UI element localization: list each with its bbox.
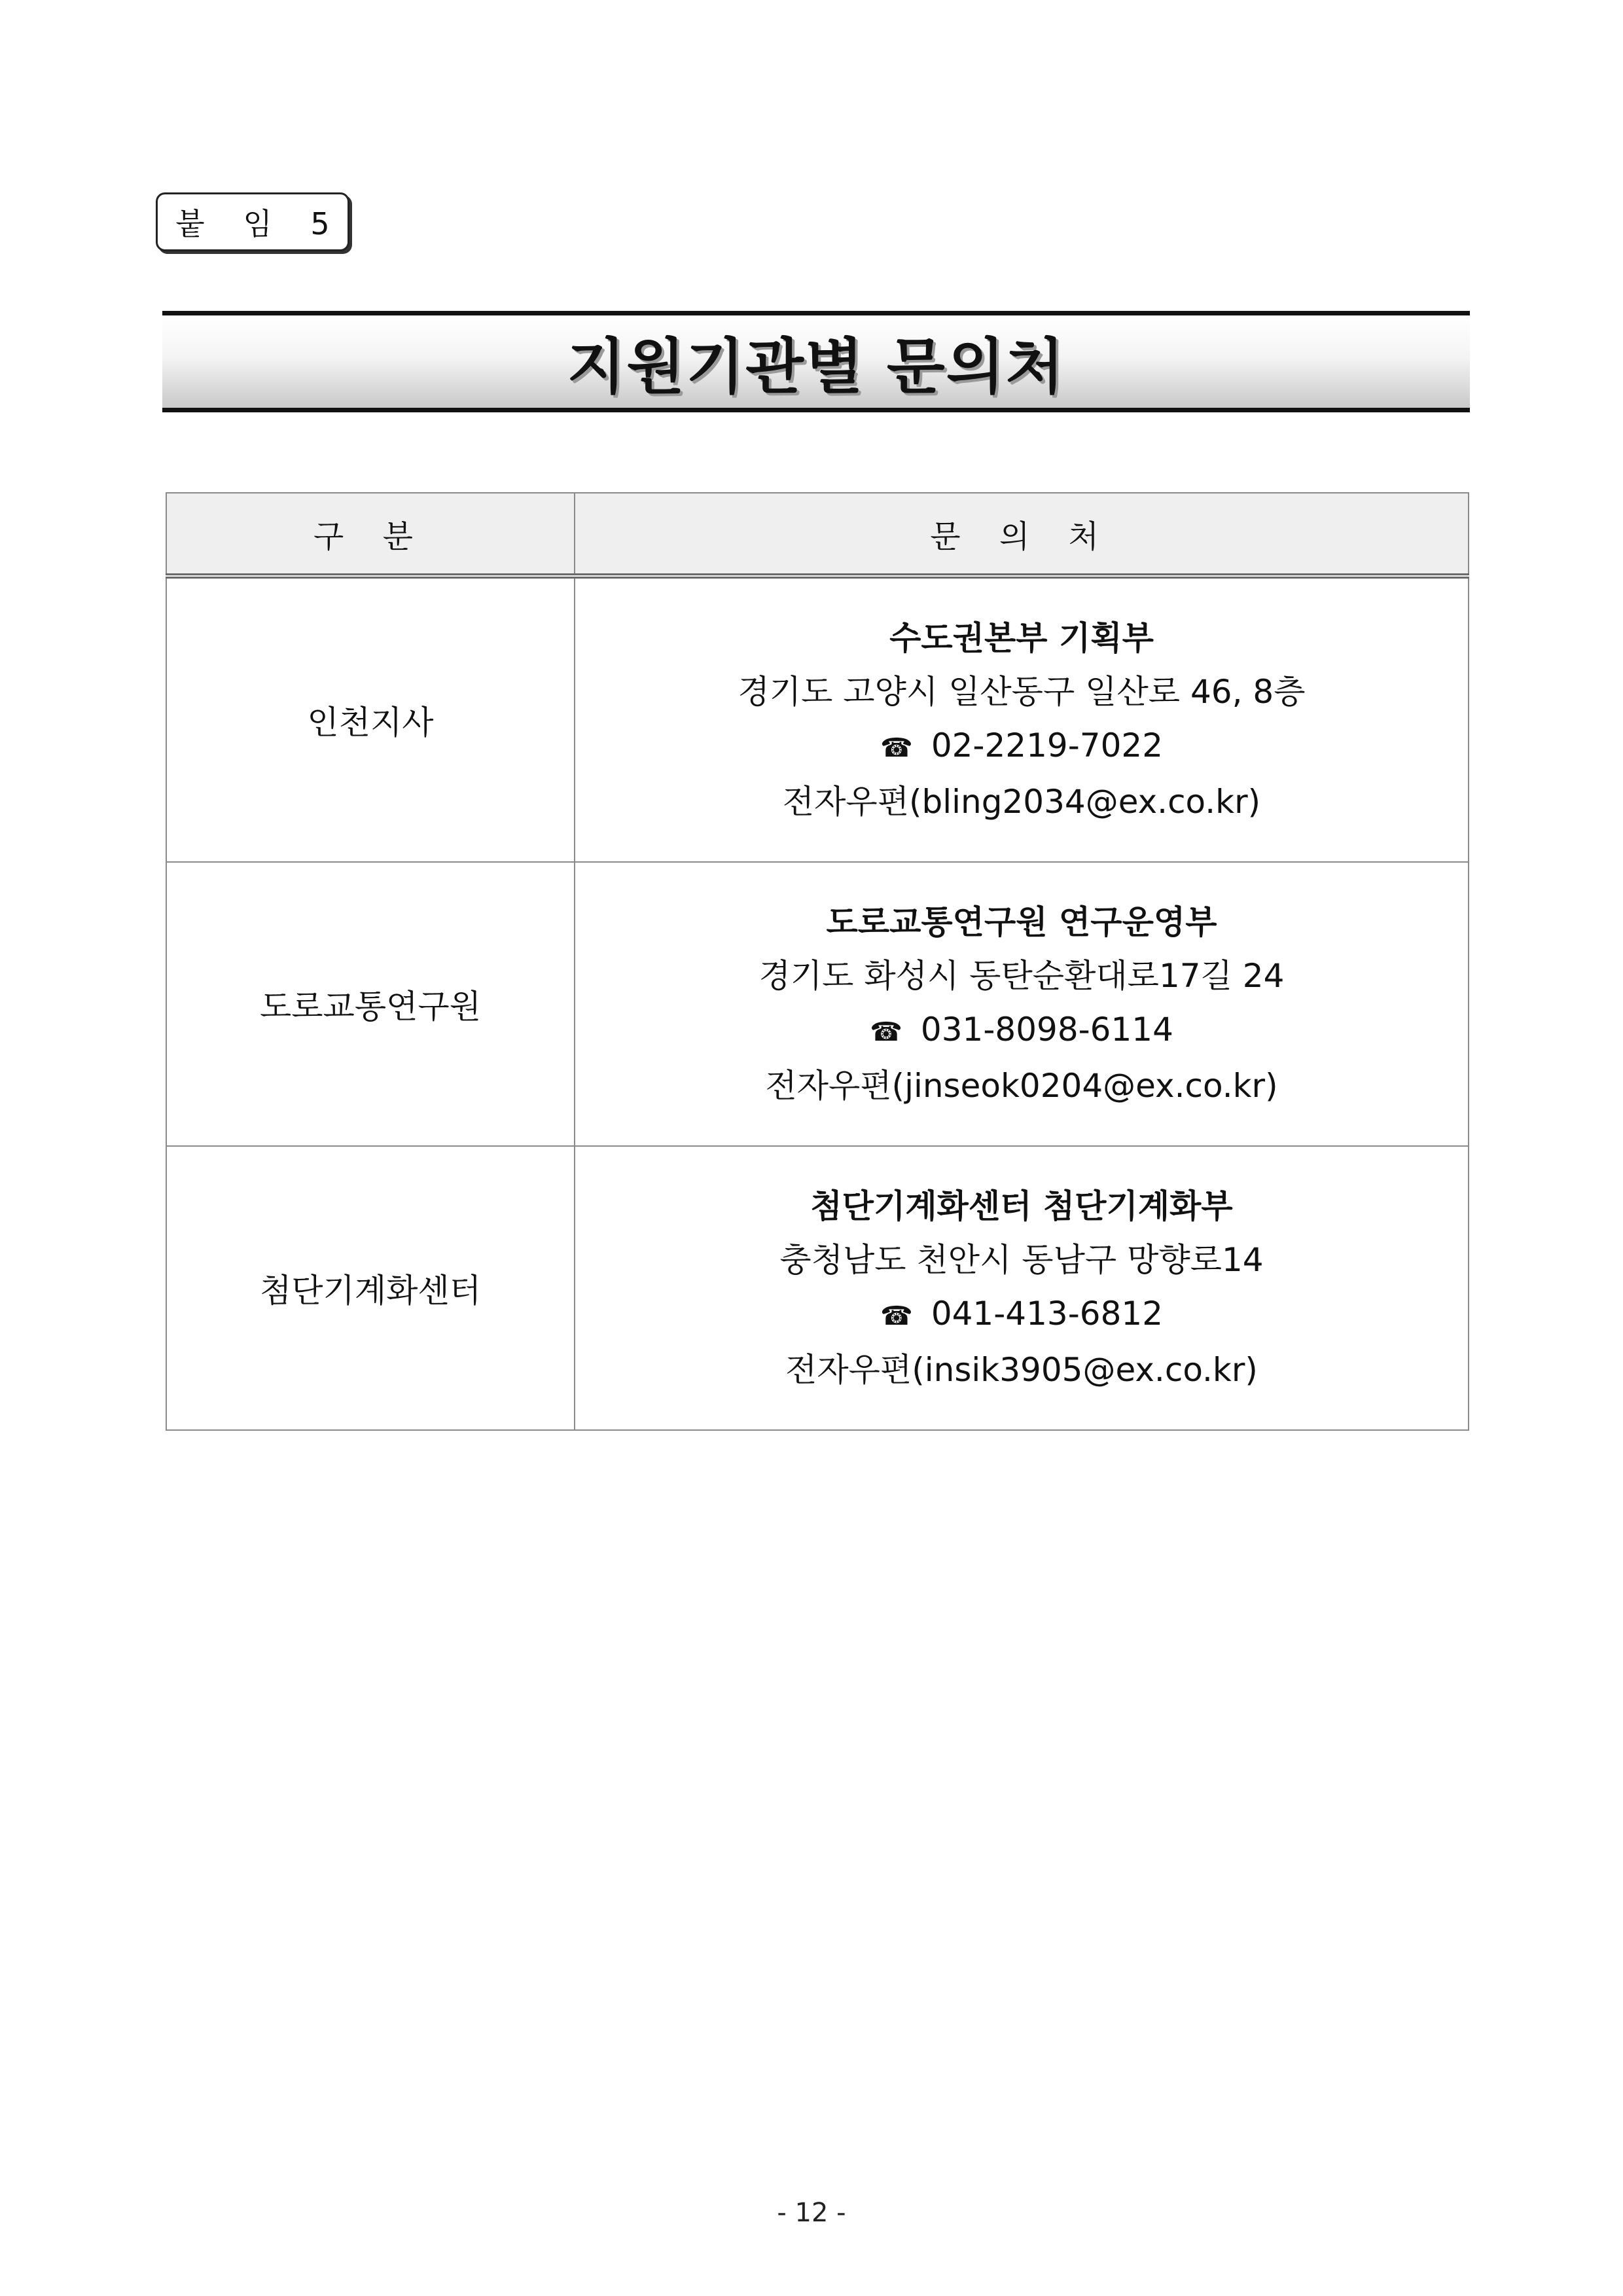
org-name: 첨단기계화센터 — [166, 1146, 575, 1430]
contact-cell — [575, 576, 1469, 862]
phone-number: 02-2219-7022 — [931, 726, 1164, 764]
address: 경기도 화성시 동탄순환대로17길 24 — [758, 957, 1285, 995]
department: 첨단기계화센터 첨단기계화부 — [810, 1187, 1233, 1225]
department: 수도권본부 기획부 — [889, 619, 1154, 657]
page-number: - 12 - — [777, 2198, 846, 2228]
column-header-category: 구 분 — [166, 493, 575, 576]
phone-line — [575, 1287, 1468, 1343]
phone-icon: ☎ — [880, 733, 913, 763]
column-header-contact: 문 의 처 — [575, 493, 1469, 576]
phone-line — [575, 719, 1468, 775]
attachment-badge: 붙 임 5 — [156, 192, 349, 251]
address: 충청남도 천안시 동남구 망향로14 — [779, 1241, 1264, 1279]
org-name: 도로교통연구원 — [166, 862, 575, 1146]
contact-cell — [575, 862, 1469, 1146]
table-row — [166, 576, 1469, 862]
email: 전자우편(jinseok0204@ex.co.kr) — [765, 1067, 1278, 1105]
table-row — [166, 862, 1469, 1146]
phone-icon: ☎ — [880, 1301, 913, 1331]
phone-line — [575, 1003, 1468, 1059]
title-banner — [162, 311, 1470, 412]
phone-number: 031-8098-6114 — [920, 1011, 1173, 1049]
department: 도로교통연구원 연구운영부 — [826, 903, 1217, 941]
phone-number: 041-413-6812 — [931, 1295, 1164, 1333]
email: 전자우편(bling2034@ex.co.kr) — [782, 783, 1261, 821]
address: 경기도 고양시 일산동구 일산로 46, 8층 — [738, 673, 1306, 711]
email: 전자우편(insik3905@ex.co.kr) — [785, 1351, 1258, 1389]
org-name: 인천지사 — [166, 576, 575, 862]
contact-cell — [575, 1146, 1469, 1430]
table-row — [166, 1146, 1469, 1430]
contact-table — [166, 492, 1469, 1431]
table-header-row — [166, 493, 1469, 576]
phone-icon: ☎ — [870, 1017, 902, 1047]
page-title: 지원기관별 문의처 — [567, 331, 1065, 402]
